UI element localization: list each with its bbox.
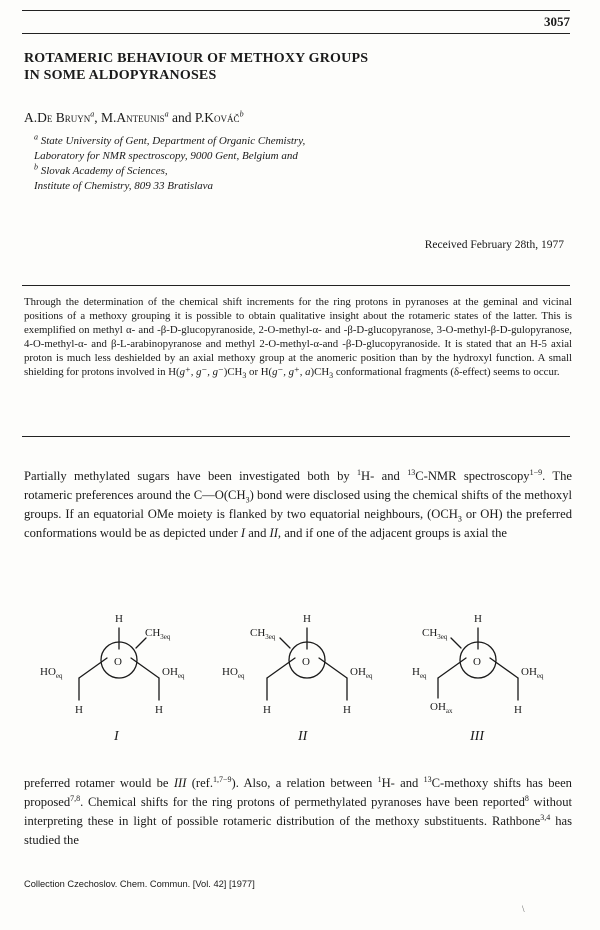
header-rule-bottom [22, 33, 570, 34]
title-line-2: IN SOME ALDOPYRANOSES [24, 68, 217, 83]
received-date: Received February 28th, 1977 [424, 239, 564, 251]
affiliation-a: $^a$ State University of Gent, Department of Organic Chemistry, [34, 132, 306, 147]
header-rule-top [22, 10, 570, 11]
fig-ii-ch3: $CH_3eq$ [250, 627, 276, 641]
fig-label-i: I [114, 729, 119, 744]
fig-i-ring-o: O [114, 656, 122, 668]
affiliation-b: $^b$ Slovak Academy of Sciences, [34, 162, 168, 177]
author: P.Kováč$^b$ [194, 109, 244, 125]
body-paragraph-1: Partially methylated sugars have been investigated both by $^1$H- and $^{13}$C-NMR spectroscopy$^{1-9}$. The rotameric preferences around the $C—O(CH_3)$ bond were disclosed using the chemical shifts of the methoxyl groups. If an equatorial OMe moiety is flanked by two equatorial neighbours, ($OCH_3$ or OH) the preferred conformations would be as depicted under I and II, and if one of the adjacent groups is axial the [24, 467, 573, 540]
fig-iii-oh-axial: $OH_{ax}$ [430, 701, 453, 715]
body-paragraph-2: preferred rotamer would be III (ref.$^{1,7-9}$). Also, a relation between $^1$H- and $^{13}$C-methoxy shifts has been proposed$^{7,8}$. Chemical shifts for the ring protons of permethylated pyranoses have been reported$^8$ without interpreting these in light of possible rotameric distribution of the methoxy substituents. Rathbone$^{3,4}$ has studied the [24, 774, 573, 847]
fig-ii-h-right: H [343, 704, 351, 716]
journal-footer: Collection Czechoslov. Chem. Commun. [Vol. 42] [1977] [24, 879, 255, 889]
fig-ii-h-left: H [263, 704, 271, 716]
affiliations [34, 134, 554, 194]
fig-iii-ch3: $CH_3eq$ [422, 627, 448, 641]
stray-mark: \ [522, 904, 525, 914]
title-line-1: ROTAMERIC BEHAVIOUR OF METHOXY GROUPS [24, 51, 369, 66]
fig-label-ii: II [298, 729, 308, 744]
abstract: Through the determination of the chemical shift increments for the ring protons in pyranoses at the geminal and vicinal positions of a methoxy grouping it is possible to obtain qualitative insight about the rotameric states of the latter. This is exemplified on methyl α- and -β-D-glucopyranoside, 2-O-methyl-α- and -β-D-glucopyranose, 3-O-methyl-β-D-gulopyranose, 4-O-methyl-α- and β-L-arabinopyranose and methyl 2-O-methyl-α-and -β-D-glucopyranoside. It is stated that an H-5 axial proton is much less deshielded by an axial methoxy group at the anomeric position than by the hydroxyl function. A small shielding for protons involved in H(g⁺, g⁻, $g^-)CH_3$ or H(g⁻, g⁺, $a)CH_3$ conformational fragments (δ-effect) seems to occur. [24, 296, 572, 381]
abstract-rule-bottom [22, 436, 570, 437]
fig-i-ch3: $CH_3eq$ [145, 627, 171, 641]
newman-projections-figure [0, 600, 600, 765]
fig-i-h-left: H [75, 704, 83, 716]
fig-ii-oh: $OH_{eq}$ [350, 666, 373, 680]
fig-ii-h-top: H [303, 613, 311, 625]
author-list [24, 110, 244, 126]
fig-label-iii: III [470, 729, 484, 744]
fig-iii-h-right: H [514, 704, 522, 716]
fig-iii-h-top: H [474, 613, 482, 625]
fig-i-h-top: H [115, 613, 123, 625]
author: A.De Bruyn$^a$, [24, 109, 102, 125]
fig-iii-oh: $OH_{eq}$ [521, 666, 544, 680]
affiliation-b-cont: Institute of Chemistry, 809 33 Bratislava [34, 180, 214, 192]
abstract-rule-top [22, 285, 570, 286]
fig-i-ho: $HO_{eq}$ [40, 666, 63, 680]
fig-iii-h-left: $H_{eq}$ [412, 666, 427, 680]
article-title [24, 50, 564, 84]
fig-iii-ring-o: O [473, 656, 481, 668]
author: M.Anteunis$^a$ and [101, 109, 195, 125]
affiliation-a-cont: Laboratory for NMR spectroscopy, 9000 Gent, Belgium and [34, 150, 298, 162]
page-number: 3057 [544, 14, 570, 29]
fig-ii-ring-o: O [302, 656, 310, 668]
fig-i-h-right: H [155, 704, 163, 716]
fig-i-oh: $OH_{eq}$ [162, 666, 185, 680]
fig-ii-ho: $HO_{eq}$ [222, 666, 245, 680]
